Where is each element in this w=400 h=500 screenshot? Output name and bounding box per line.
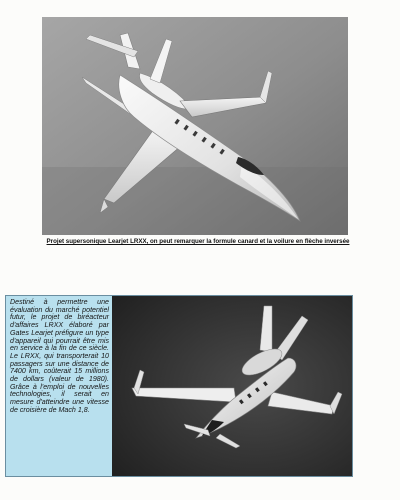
top-caption-text: Projet supersonique Learjet LRXX, on peut remarquer la formule canard et la voilure en flèche inversée <box>46 238 350 245</box>
side-text-panel <box>6 296 112 476</box>
bottom-article-block <box>5 295 353 477</box>
top-aircraft-photo <box>42 17 348 235</box>
bottom-aircraft-photo <box>112 296 352 476</box>
top-aircraft-illustration <box>42 17 348 235</box>
top-photo-caption <box>42 238 354 246</box>
side-text-paragraph: Destiné à permettre une évaluation du marché potentiel futur, le projet de biréacteur d'affaires LRXX élaboré par Gates Learjet préfigure un type d'appareil qui pourrait être mis en service à la fin de ce siècle. Le LRXX, qui transporterait 10 passagers sur une distance de 7400 km, coûterait 15 millions de dollars (valeur de 1980). Grâce à l'emploi de nouvelles technologies, il serait en mesure d'atteindre une vitesse de croisière de Mach 1,8. <box>10 298 109 414</box>
bottom-aircraft-illustration <box>112 296 352 476</box>
